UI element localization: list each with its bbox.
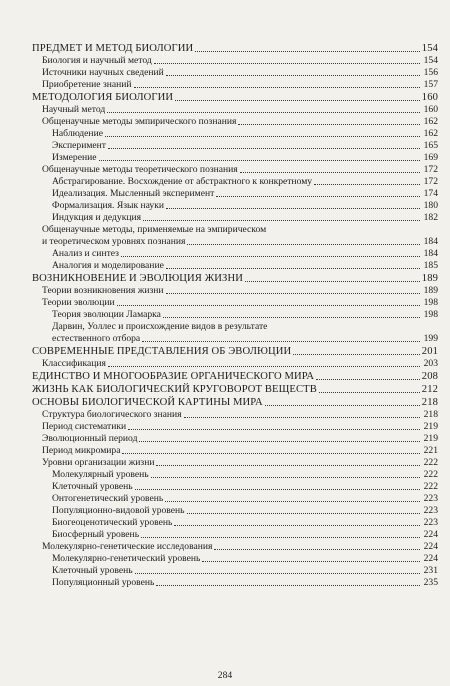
toc-entry: [32, 577, 438, 589]
toc-entry: [32, 553, 438, 565]
dot-leader: [202, 561, 420, 562]
dot-leader: [151, 477, 420, 478]
toc-entry-title: Измерение: [52, 152, 97, 163]
dot-leader: [265, 405, 420, 406]
dot-leader: [128, 429, 420, 430]
toc-page-number: 184: [423, 248, 438, 259]
dot-leader: [122, 453, 420, 454]
toc-entry: [32, 505, 438, 517]
toc-page-number: 224: [423, 529, 438, 540]
toc-section-heading: [32, 396, 438, 409]
toc-page-number: 184: [423, 236, 438, 247]
toc-entry-title: Общенаучные методы теоретического познания: [42, 164, 238, 175]
toc-section-heading: [32, 370, 438, 383]
dot-leader: [174, 525, 420, 526]
toc-entry: [32, 358, 438, 370]
toc-section-heading: [32, 91, 438, 104]
toc-page-number: 223: [423, 505, 438, 516]
toc-entry-title-line1: Общенаучные методы, применяемые на эмпирическом: [42, 224, 267, 235]
toc-page-number: 154: [421, 43, 438, 54]
toc-page-number: 174: [423, 188, 438, 199]
toc-page-number: 201: [421, 346, 438, 357]
dot-leader: [105, 136, 420, 137]
toc-entry: [32, 188, 438, 200]
toc-entry: [32, 481, 438, 493]
toc-page-number: 223: [423, 517, 438, 528]
toc-page-number: 156: [423, 67, 438, 78]
toc-entry: [32, 212, 438, 224]
toc-entry: [32, 445, 438, 457]
toc-page-number: 222: [423, 457, 438, 468]
toc-entry: [32, 433, 438, 445]
toc-entry-title: Популяционно-видовой уровень: [52, 505, 185, 516]
toc-page-number: 160: [421, 92, 438, 103]
toc-entry-title: Формализация. Язык науки: [52, 200, 165, 211]
toc-entry-title-line2: естественного отбора: [52, 333, 141, 344]
dot-leader: [143, 220, 420, 221]
toc-entry-title: Молекулярно-генетический уровень: [52, 553, 201, 564]
toc-page-number: 172: [423, 164, 438, 175]
toc-entry-title: Научный метод: [42, 104, 106, 115]
toc-page-number: 222: [423, 469, 438, 480]
toc-entry: [32, 297, 438, 309]
dot-leader: [166, 75, 420, 76]
toc-entry: [32, 224, 438, 248]
toc-entry: [32, 517, 438, 529]
toc-page-number: 198: [423, 297, 438, 308]
dot-leader: [184, 417, 420, 418]
toc-page-number: 154: [423, 55, 438, 66]
toc-entry: [32, 152, 438, 164]
toc-page-number: 169: [423, 152, 438, 163]
toc-page-number: 189: [421, 273, 438, 284]
dot-leader: [245, 281, 420, 282]
toc-entry-title: ПРЕДМЕТ И МЕТОД БИОЛОГИИ: [32, 43, 194, 54]
table-of-contents: [32, 42, 438, 589]
toc-entry-title: Эволюционный период: [42, 433, 138, 444]
dot-leader: [139, 441, 420, 442]
toc-page-number: 165: [423, 140, 438, 151]
toc-page-number: 212: [421, 384, 438, 395]
dot-leader: [142, 341, 420, 342]
toc-page-number: 235: [423, 577, 438, 588]
toc-entry-title: МЕТОДОЛОГИЯ БИОЛОГИИ: [32, 92, 174, 103]
dot-leader: [108, 148, 420, 149]
toc-entry-title: Биогеоценотический уровень: [52, 517, 173, 528]
toc-entry: [32, 421, 438, 433]
toc-entry: [32, 116, 438, 128]
toc-entry: [32, 457, 438, 469]
toc-entry: [32, 321, 438, 345]
toc-page-number: 160: [423, 104, 438, 115]
toc-entry-title: Идеализация. Мысленный эксперимент: [52, 188, 215, 199]
dot-leader: [163, 317, 420, 318]
dot-leader: [156, 465, 420, 466]
dot-leader: [99, 160, 421, 161]
toc-entry-title-line1: Дарвин, Уоллес и происхождение видов в результате: [52, 321, 268, 332]
dot-leader: [240, 172, 420, 173]
toc-entry-title: Структура биологического знания: [42, 409, 182, 420]
dot-leader: [187, 244, 420, 245]
toc-page-number: 208: [421, 371, 438, 382]
toc-entry: [32, 469, 438, 481]
dot-leader: [165, 501, 420, 502]
toc-page-number: 180: [423, 200, 438, 211]
toc-entry-title: Наблюдение: [52, 128, 103, 139]
page-number: 284: [217, 670, 233, 681]
dot-leader: [166, 268, 420, 269]
toc-section-heading: [32, 345, 438, 358]
toc-entry-title: ОСНОВЫ БИОЛОГИЧЕСКОЙ КАРТИНЫ МИРА: [32, 397, 263, 408]
toc-page-number: 222: [423, 481, 438, 492]
toc-entry: [32, 541, 438, 553]
toc-page-number: 203: [423, 358, 438, 369]
toc-entry: [32, 140, 438, 152]
toc-entry-title: Биология и научный метод: [42, 55, 152, 66]
toc-entry-title: Период систематики: [42, 421, 127, 432]
toc-entry: [32, 493, 438, 505]
toc-entry-title: Клеточный уровень: [52, 565, 133, 576]
toc-entry: [32, 409, 438, 421]
dot-leader: [117, 305, 420, 306]
dot-leader: [316, 379, 420, 380]
toc-entry-title: ЖИЗНЬ КАК БИОЛОГИЧЕСКИЙ КРУГОВОРОТ ВЕЩЕСТВ: [32, 384, 317, 395]
toc-entry-title: ВОЗНИКНОВЕНИЕ И ЭВОЛЮЦИЯ ЖИЗНИ: [32, 273, 243, 284]
toc-entry-title: Молекулярный уровень: [52, 469, 149, 480]
toc-entry: [32, 260, 438, 272]
toc-entry-title: Общенаучные методы эмпирического познания: [42, 116, 237, 127]
toc-page-number: 221: [423, 445, 438, 456]
dot-leader: [175, 100, 420, 101]
dot-leader: [166, 208, 420, 209]
toc-entry-title: Эксперимент: [52, 140, 106, 151]
toc-entry-title: Теории эволюции: [42, 297, 115, 308]
toc-entry: [32, 285, 438, 297]
toc-entry: [32, 104, 438, 116]
toc-page-number: 162: [423, 116, 438, 127]
toc-entry-title: Биосферный уровень: [52, 529, 140, 540]
toc-section-heading: [32, 42, 438, 55]
toc-entry: [32, 200, 438, 212]
dot-leader: [195, 51, 420, 52]
toc-page-number: 157: [423, 79, 438, 90]
dot-leader: [314, 184, 420, 185]
toc-page-number: 224: [423, 553, 438, 564]
dot-leader: [216, 196, 420, 197]
toc-entry: [32, 164, 438, 176]
toc-entry-title: Теории возникновения жизни: [42, 285, 164, 296]
toc-entry: [32, 565, 438, 577]
dot-leader: [214, 549, 420, 550]
toc-section-heading: [32, 383, 438, 396]
toc-page-number: 189: [423, 285, 438, 296]
dot-leader: [121, 256, 420, 257]
toc-page-number: 219: [423, 421, 438, 432]
toc-page-number: 219: [423, 433, 438, 444]
toc-entry: [32, 176, 438, 188]
toc-page-number: 172: [423, 176, 438, 187]
dot-leader: [134, 87, 420, 88]
toc-page-number: 218: [421, 397, 438, 408]
toc-entry: [32, 79, 438, 91]
toc-entry-title: Молекулярно-генетические исследования: [42, 541, 213, 552]
dot-leader: [238, 124, 420, 125]
toc-entry-title: Анализ и синтез: [52, 248, 119, 259]
toc-page-number: 185: [423, 260, 438, 271]
toc-page-number: 162: [423, 128, 438, 139]
toc-entry-title: Теория эволюции Ламарка: [52, 309, 161, 320]
dot-leader: [187, 513, 420, 514]
toc-entry: [32, 248, 438, 260]
toc-entry-title: Период микромира: [42, 445, 121, 456]
dot-leader: [154, 63, 420, 64]
toc-entry-title: Индукция и дедукция: [52, 212, 142, 223]
toc-page-number: 199: [423, 333, 438, 344]
toc-section-heading: [32, 272, 438, 285]
toc-page-number: 231: [423, 565, 438, 576]
toc-entry: [32, 128, 438, 140]
toc-entry-title: Популяционный уровень: [52, 577, 155, 588]
toc-entry: [32, 309, 438, 321]
toc-page-number: 182: [423, 212, 438, 223]
dot-leader: [108, 366, 420, 367]
dot-leader: [166, 293, 420, 294]
toc-entry-title: Уровни организации жизни: [42, 457, 155, 468]
toc-entry-title: Источники научных сведений: [42, 67, 164, 78]
toc-entry-title: Онтогенетический уровень: [52, 493, 164, 504]
toc-entry-title: Приобретение знаний: [42, 79, 132, 90]
toc-page-number: 223: [423, 493, 438, 504]
toc-page-number: 218: [423, 409, 438, 420]
dot-leader: [156, 585, 420, 586]
toc-entry-title: Клеточный уровень: [52, 481, 133, 492]
toc-entry: [32, 67, 438, 79]
dot-leader: [141, 537, 420, 538]
toc-entry-title: Аналогия и моделирование: [52, 260, 164, 271]
dot-leader: [135, 573, 420, 574]
toc-entry: [32, 55, 438, 67]
toc-entry-title: ЕДИНСТВО И МНОГООБРАЗИЕ ОРГАНИЧЕСКОГО МИРА: [32, 371, 315, 382]
dot-leader: [293, 354, 420, 355]
toc-entry: [32, 529, 438, 541]
dot-leader: [319, 392, 420, 393]
toc-entry-title: Абстрагирование. Восхождение от абстрактного к конкретному: [52, 176, 313, 187]
toc-page-number: 224: [423, 541, 438, 552]
dot-leader: [135, 489, 420, 490]
toc-entry-title: Классификация: [42, 358, 106, 369]
toc-entry-title-line2: и теоретическом уровнях познания: [42, 236, 186, 247]
toc-entry-title: СОВРЕМЕННЫЕ ПРЕДСТАВЛЕНИЯ ОБ ЭВОЛЮЦИИ: [32, 346, 292, 357]
toc-page-number: 198: [423, 309, 438, 320]
dot-leader: [107, 112, 420, 113]
